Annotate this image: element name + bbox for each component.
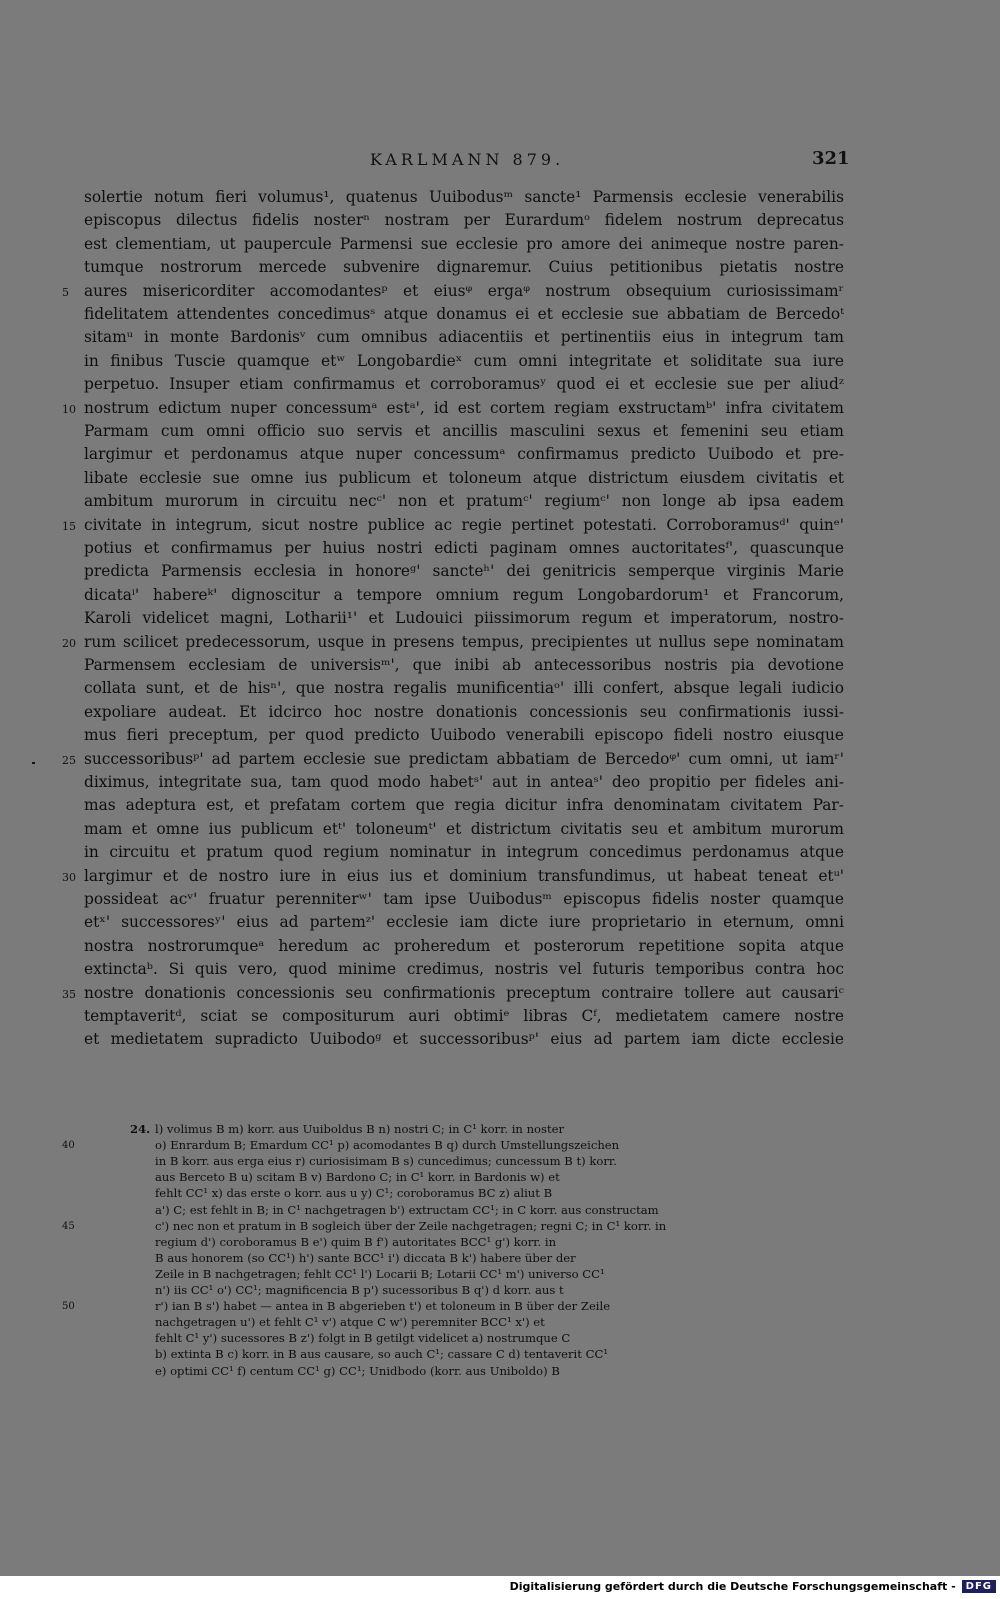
text-line: sitamᵘ in monte Bardonisᵛ cum omnibus adiacentiis et pertinentiis eius in integrum tam	[84, 328, 844, 347]
footnote-line: B aus honorem (so CC¹) h') sante BCC¹ i') diccata B k') habere über der	[155, 1250, 576, 1265]
line-number: 5	[62, 285, 69, 299]
text-line: ambitum murorum in circuitu necᶜ' non et pratumᶜ' regiumᶜ' non longe ab ipsa eadem	[84, 492, 844, 511]
line-number: 25	[62, 753, 76, 767]
page-number: 321	[812, 148, 850, 169]
text-line: temptaveritᵈ, sciat se compositurum auri obtimiᵉ libras Cᶠ, medietatem camere nostre	[84, 1007, 844, 1025]
text-line: mas adeptura est, et prefatam cortem que regia dicitur infra denominatam civitatem Par-	[84, 796, 844, 815]
text-line: possideat acᵛ' fruatur perenniterʷ' tam ipse Uuibodusᵐ episcopus fidelis noster quamque	[84, 890, 844, 908]
text-line: largimur et perdonamus atque nuper concessumᵃ confirmamus predicto Uuibodo et pre-	[84, 445, 844, 464]
text-line: tumque nostrorum mercede subvenire dignaremur. Cuius petitionibus pietatis nostre	[84, 258, 844, 277]
text-line: libate ecclesie sue omne ius publicum et toloneum atque districtum eiusdem civitatis et	[84, 468, 844, 487]
text-line: mam et omne ius publicum etᵗ' toloneumᵗ' et districtum civitatis seu et ambitum murorum	[84, 819, 844, 838]
footnote-line: n') iis CC¹ o') CC¹; magnificencia B p') sucessoribus B q') d korr. aus t	[155, 1283, 564, 1297]
text-line: perpetuo. Insuper etiam confirmamus et corroboramusʸ quod ei et ecclesie sue per aliudᶻ	[84, 375, 844, 394]
text-line: expoliare audeat. Et idcirco hoc nostre donationis concessionis seu confirmationis iussi-	[84, 702, 844, 721]
text-line: fidelitatem attendentes concedimusˢ atque donamus ei et ecclesie sue abbatiam de Bercedoᵗ	[84, 305, 844, 323]
footnote-line-number: 45	[62, 1220, 75, 1232]
footnote-line: a') C; est fehlt in B; in C¹ nachgetragen b') extructam CC¹; in C korr. aus constructam	[155, 1202, 659, 1217]
text-line: largimur et de nostro iure in eius ius et dominium transfundimus, ut habeat teneat etᵘ'	[84, 866, 844, 885]
line-number: 30	[62, 870, 76, 884]
text-line: in circuitu et pratum quod regium nominatur in integrum concedimus perdonamus atque	[84, 843, 844, 862]
footnote-line: fehlt CC¹ x) das erste o korr. aus u y) C¹; coroboramus BC z) aliut B	[155, 1186, 553, 1201]
dfg-logo: DFG	[962, 1580, 996, 1593]
text-line: aures misericorditer accomodantesᵖ et eiusᵠ ergaᵠ nostrum obsequium curiosissimamʳ	[84, 281, 844, 300]
text-line: Parmam cum omni officio suo servis et ancillis masculini sexus et femenini seu etiam	[84, 422, 844, 440]
text-line: episcopus dilectus fidelis nosterⁿ nostram per Eurardumᵒ fidelem nostrum deprecatus	[84, 211, 844, 230]
text-line: etˣ' successoresʸ' eius ad partemᶻ' ecclesie iam dicte iure proprietario in eternum, omni	[84, 913, 844, 932]
footnote-line: o) Enrardum B; Emardum CC¹ p) acomodantes B q) durch Umstellungszeichen	[155, 1138, 620, 1153]
text-line: diximus, integritate sua, tam quod modo habetˢ' aut in anteaˢ' deo propitio per fideles ani-	[84, 773, 844, 791]
footnote-line: regium d') coroboramus B e') quim B f') autoritates BCC¹ g') korr. in	[155, 1234, 557, 1249]
text-line: potius et confirmamus per huius nostri edicti paginam omnes auctoritatesᶠ', quascunque	[84, 539, 844, 557]
text-line: successoribusᵖ' ad partem ecclesie sue predictam abbatiam de Bercedoᵠ' cum omni, ut iamʳ'	[84, 749, 844, 768]
footnote-line: c') nec non et pratum in B sogleich über der Zeile nachgetragen; regni C; in C¹ korr. in	[155, 1218, 667, 1233]
line-number: 10	[62, 402, 76, 416]
footnote-line-number: 50	[62, 1301, 75, 1313]
text-line: extinctaᵇ. Si quis vero, quod minime credimus, nostris vel futuris temporibus contra hoc	[84, 960, 844, 979]
text-line: Karoli videlicet magni, Lotharii¹' et Ludouici piissimorum regum et imperatorum, nostro-	[84, 609, 844, 628]
text-line: mus fieri preceptum, per quod predicto Uuibodo venerabili episcopo fideli nostro eiusque	[84, 726, 844, 745]
text-line: in finibus Tuscie quamque etʷ Longobardieˣ cum omni integritate et soliditate sua iure	[84, 351, 844, 370]
text-line: nostra nostrorumqueᵃ heredum ac proheredum et posterorum repetitione sopita atque	[84, 936, 844, 955]
footnote-line: Zeile in B nachgetragen; fehlt CC¹ l') Locarii B; Lotarii CC¹ m') universo CC¹	[155, 1266, 605, 1281]
footnote-line-number: 40	[62, 1140, 75, 1152]
footnote-line: l) volimus B m) korr. aus Uuiboldus B n) nostri C; in C¹ korr. in noster	[155, 1122, 565, 1136]
footnote-line: e) optimi CC¹ f) centum CC¹ g) CC¹; Unidbodo (korr. aus Uniboldo) B	[155, 1363, 560, 1378]
text-line: predicta Parmensis ecclesia in honoreᵍ' sancteʰ' dei genitricis semperque virginis Marie	[84, 562, 844, 581]
running-header: KARLMANN 879.	[370, 150, 565, 169]
text-line: rum scilicet predecessorum, usque in presens tempus, precipientes ut nullus sepe nominatam	[84, 632, 844, 651]
text-line: et medietatem supradicto Uuibodoᵍ et successoribusᵖ' eius ad partem iam dicte ecclesie	[84, 1030, 844, 1049]
footnote-line: r') ian B s') habet — antea in B abgerieben t') et toloneum in B über der Zeile	[155, 1299, 611, 1314]
text-line: dicataⁱ' habereᵏ' dignoscitur a tempore omnium regum Longobardorum¹ et Francorum,	[84, 585, 844, 604]
line-number: 15	[62, 519, 76, 533]
text-line: est clementiam, ut paupercule Parmensi sue ecclesie pro amore dei animeque nostre paren-	[84, 234, 844, 253]
text-line: solertie notum fieri volumus¹, quatenus Uuibodusᵐ sancte¹ Parmensis ecclesie venerabilis	[84, 188, 844, 206]
footnote-document-number: 24.	[130, 1122, 151, 1136]
footnote-line: aus Berceto B u) scitam B v) Bardono C; in C¹ korr. in Bardonis w) et	[155, 1170, 560, 1185]
footnote-line: nachgetragen u') et fehlt C¹ v') atque C w') peremniter BCC¹ x') et	[155, 1315, 545, 1330]
footnote-line: fehlt C¹ y') sucessores B z') folgt in B getilgt videlicet a) nostrumque C	[155, 1331, 571, 1346]
line-number: 35	[62, 987, 76, 1001]
text-line: nostre donationis concessionis seu confirmationis preceptum contraire tollere aut causariᶜ	[84, 983, 844, 1002]
margin-mark	[32, 762, 35, 764]
footnote-line: b) extinta B c) korr. in B aus causare, so auch C¹; cassare C d) tentaverit CC¹	[155, 1347, 608, 1362]
footnote-line: in B korr. aus erga eius r) curiosisimam B s) cuncedimus; cuncessum B t) korr.	[155, 1154, 617, 1169]
funding-banner	[510, 1580, 996, 1593]
text-line: nostrum edictum nuper concessumᵃ estᵃ', id est cortem regiam exstructamᵇ' infra civitatem	[84, 398, 844, 417]
text-line: collata sunt, et de hisⁿ', que nostra regalis munificentiaᵒ' illi confert, absque legali iudicio	[84, 679, 844, 698]
text-line: civitate in integrum, sicut nostre publice ac regie pertinet potestati. Corroboramusᵈ' quinᵉ'	[84, 515, 844, 534]
funding-text: Digitalisierung gefördert durch die Deutsche Forschungsgemeinschaft -	[509, 1580, 956, 1593]
line-number: 20	[62, 636, 76, 650]
text-line: Parmensem ecclesiam de universisᵐ', que inibi ab antecessoribus nostris pia devotione	[84, 656, 844, 674]
